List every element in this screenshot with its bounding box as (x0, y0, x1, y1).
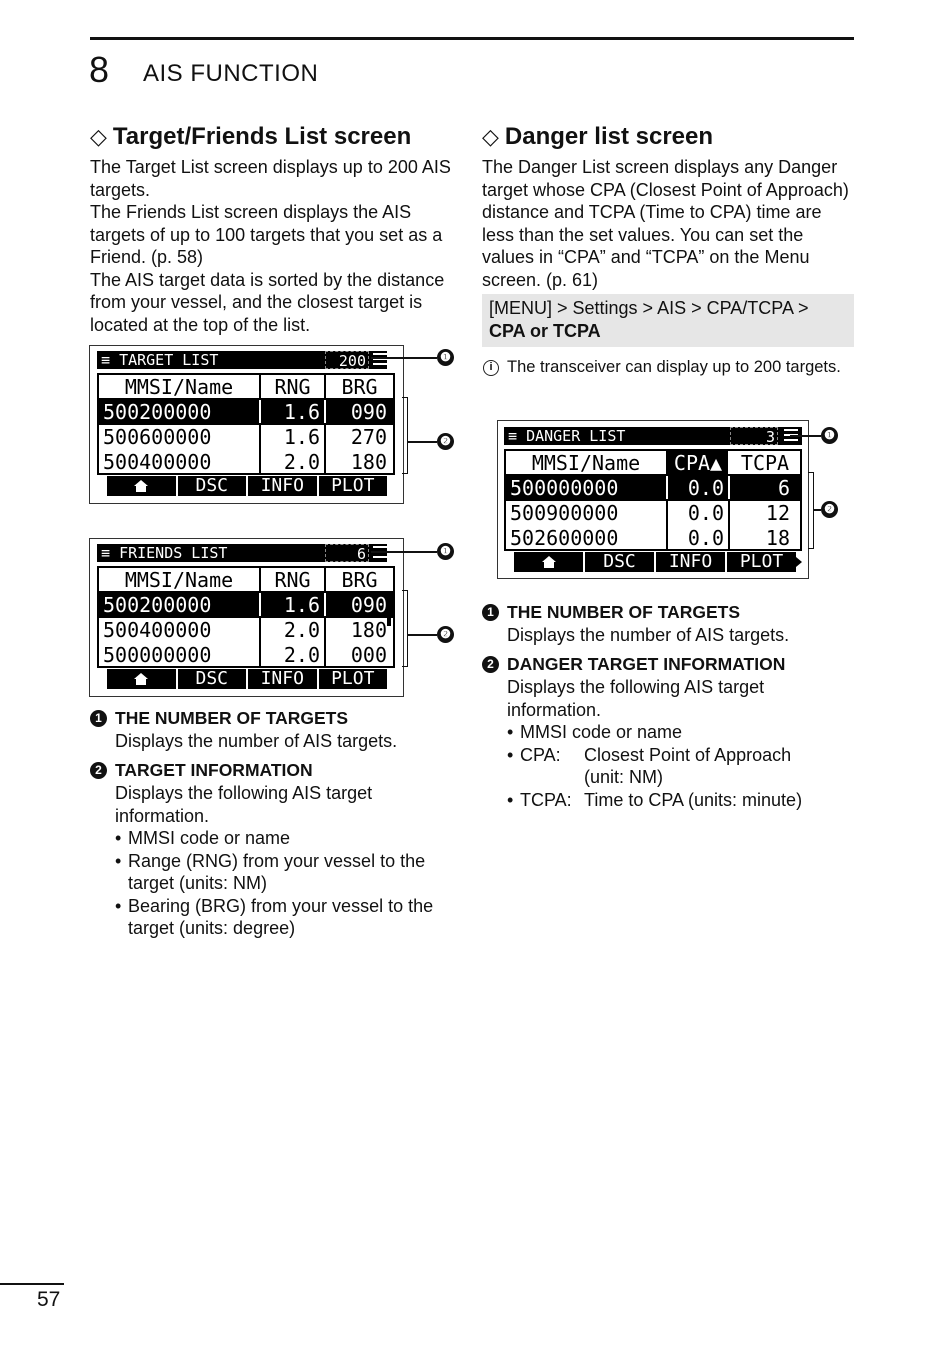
callout-1: ❶ (437, 349, 454, 366)
home-icon (133, 478, 149, 492)
target-list-para: The Target List screen displays up to 200 AIS targets. (90, 157, 451, 200)
menu-icon (373, 546, 387, 560)
info-icon: i (483, 360, 499, 376)
home-icon (133, 671, 149, 685)
table-header: MMSI/Name RNG BRG (99, 568, 393, 593)
scrollbar[interactable] (387, 592, 391, 626)
note: i The transceiver can display up to 200 targets. (482, 357, 854, 378)
page-number: 57 (37, 1288, 61, 1311)
table-row[interactable]: 500600000 1.6 270 (99, 425, 393, 450)
callout-line-1 (790, 435, 821, 437)
chapter-title: AIS FUNCTION (143, 60, 319, 87)
desc-target-information: 2 TARGET INFORMATION Displays the following AIS target information. • MMSI code or name • Range (RNG) from your vessel to the target (units: NM) • Bearing (BRG) from your vessel to the target (units: degree) (90, 759, 460, 940)
table-row[interactable]: 500900000 0.0 12 (506, 501, 800, 526)
plot-softkey[interactable]: PLOT (317, 669, 388, 689)
target-list-lcd (97, 351, 397, 501)
table-header: MMSI/Name CPA▲ TCPA (506, 451, 800, 476)
home-softkey[interactable] (514, 552, 583, 572)
sort-para: The AIS target data is sorted by the distance from your vessel, and the closest target is located at the top of the list. (90, 269, 445, 335)
lcd-title-bar: ≡ TARGET LIST (97, 351, 387, 369)
callout-line-1 (371, 551, 437, 553)
desc-number-of-targets: 1 THE NUMBER OF TARGETS Displays the number of AIS targets. (482, 601, 854, 647)
diamond-icon: ◇ (482, 124, 499, 149)
danger-table (504, 449, 802, 551)
dsc-softkey[interactable]: DSC (176, 476, 247, 496)
footer-rule (0, 1283, 64, 1285)
table-row[interactable]: 500000000 0.0 6 (506, 476, 800, 501)
top-rule (90, 37, 854, 40)
more-arrow-icon (796, 557, 802, 567)
info-softkey[interactable]: INFO (246, 669, 317, 689)
list-item: (unit: NM) (584, 767, 664, 787)
callout-2: ❷ (437, 626, 454, 643)
lcd-title-bar: ≡ FRIENDS LIST (97, 544, 387, 562)
callout-1: ❶ (821, 427, 838, 444)
friends-list-para: The Friends List screen displays the AIS targets of up to 100 targets that you set as a Friend. (p. 58) (90, 202, 443, 267)
table-row[interactable]: 500000000 2.0 000 (99, 643, 393, 668)
dsc-softkey[interactable]: DSC (583, 552, 654, 572)
list-item: • CPA: Closest Point of Approach (507, 744, 792, 765)
danger-list-para: The Danger List screen displays any Danger target whose CPA (Closest Point of Approach) distance and TCPA (Time to CPA) time are less than the set values. You can set the values in “CPA” and “TCPA” on the Menu screen. (p. 61) (482, 157, 849, 290)
plot-softkey[interactable]: PLOT (725, 552, 796, 572)
diamond-icon: ◇ (90, 124, 107, 149)
list-item: • Range (RNG) from your vessel to the target (units: NM) (115, 850, 426, 893)
table-row[interactable]: 500400000 2.0 180 (99, 618, 393, 643)
section-heading-target-friends: ◇ Target/Friends List screen (90, 123, 412, 150)
menu-icon (373, 353, 387, 367)
friends-table (97, 566, 395, 668)
home-softkey[interactable] (107, 476, 176, 496)
desc-danger-target-information: 2 DANGER TARGET INFORMATION Displays the following AIS target information. • MMSI code or name • CPA: Closest Point of Approach (unit: NM) • TCPA: Time to CPA (units: minute) (482, 653, 854, 811)
list-item: • Bearing (BRG) from your vessel to the target (units: degree) (115, 895, 434, 938)
danger-count: 3 (730, 427, 778, 445)
table-row[interactable]: 502600000 0.0 18 (506, 526, 800, 551)
callout-2: ❷ (437, 433, 454, 450)
callout-2: ❷ (821, 501, 838, 518)
lcd-title-bar: ≡ DANGER LIST (504, 427, 802, 445)
softkey-bar (107, 476, 387, 496)
friends-list-lcd (97, 544, 397, 694)
table-header: MMSI/Name RNG BRG (99, 375, 393, 400)
scrollbar[interactable] (387, 399, 391, 409)
list-item: • MMSI code or name (115, 828, 291, 848)
info-softkey[interactable]: INFO (654, 552, 725, 572)
callout-line-1 (371, 357, 437, 359)
table-row[interactable]: 500200000 1.6 090 (99, 593, 393, 618)
left-column (90, 122, 460, 336)
callout-bracket-2 (402, 397, 408, 474)
target-count: 200 (325, 351, 369, 369)
callout-bracket-2 (402, 590, 408, 667)
callout-1: ❶ (437, 543, 454, 560)
softkey-bar (514, 552, 796, 572)
list-item: • TCPA: Time to CPA (units: minute) (507, 789, 803, 810)
callout-line-2 (408, 441, 437, 443)
target-table (97, 373, 395, 475)
home-icon (541, 554, 557, 568)
table-row[interactable]: 500200000 1.6 090 (99, 400, 393, 425)
friends-count: 6 (325, 544, 369, 562)
callout-line-2 (408, 634, 437, 636)
home-softkey[interactable] (107, 669, 176, 689)
dsc-softkey[interactable]: DSC (176, 669, 247, 689)
list-item: • MMSI code or name (507, 722, 683, 742)
callout-line-2 (814, 509, 821, 511)
desc-number-of-targets: 1 THE NUMBER OF TARGETS Displays the number of AIS targets. (90, 707, 460, 753)
table-row[interactable]: 500400000 2.0 180 (99, 450, 393, 475)
info-softkey[interactable]: INFO (246, 476, 317, 496)
plot-softkey[interactable]: PLOT (317, 476, 388, 496)
danger-list-lcd (504, 427, 804, 577)
menu-path-box: [MENU] > Settings > AIS > CPA/TCPA > CPA or TCPA (482, 294, 854, 347)
right-column (482, 122, 854, 378)
softkey-bar (107, 669, 387, 689)
callout-bracket-2 (808, 472, 814, 549)
section-heading-danger: ◇ Danger list screen (482, 123, 714, 150)
chapter-number: 8 (89, 49, 110, 90)
